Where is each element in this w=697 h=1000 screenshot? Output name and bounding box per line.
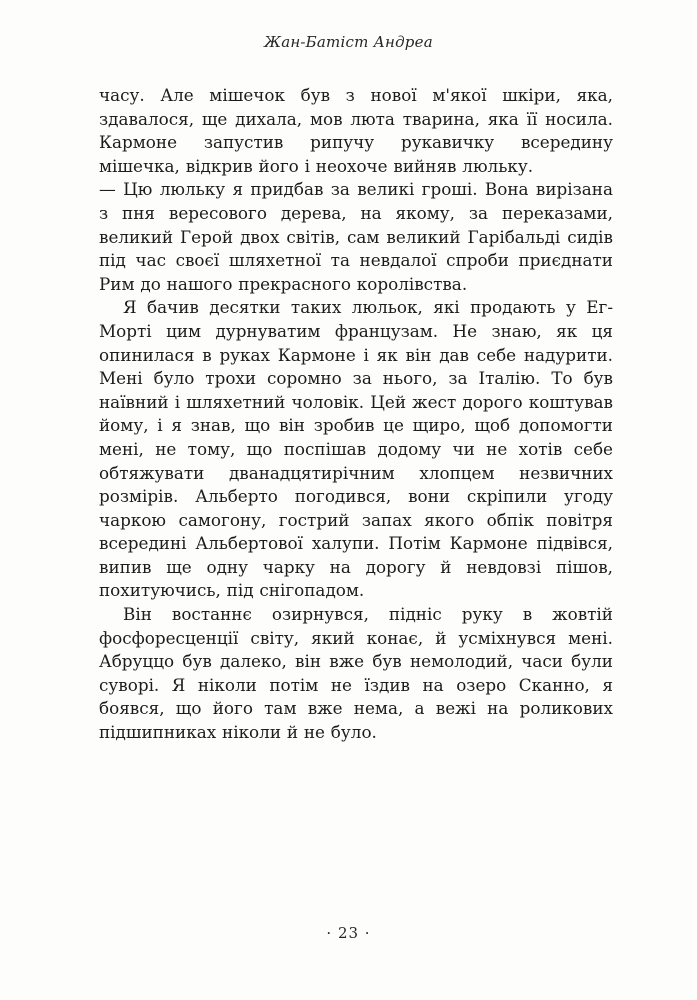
paragraph: Я бачив десятки таких люльок, які продають у Ег-Морті цим дурнуватим французам. Не знаю, як ця опинилася в руках Кармоне і як він дав себе надурити. Мені було трохи соромно за нього, за Італію. То був наївний і шляхетний чоловік. Цей жест дорого коштував йому, і я знав, що він зробив це щиро, щоб допомогти мені, не тому, що поспішав додому чи не хотів себе обтяжувати дванадцятирічним хлопцем незвичних розмірів. Альберто погодився, вони скріпили угоду чаркою самогону, гострий запах якого обпік повітря всередині Альбертової халупи. Потім Кармоне підвівся, випив ще одну чарку на дорогу й невдовзі пішов, похитуючись, під снігопадом.	[99, 297, 613, 601]
paragraph: Він востаннє озирнувся, підніс руку в жовтій фосфоресценції світу, який конає, й усміхнувся мені. Абруццо був далеко, він вже був немолодий, часи були суворі. Я ніколи потім не їздив на озеро Сканно, я боявся, що його там вже нема, а вежі на роликових підшипниках ніколи й не було.	[99, 604, 613, 743]
running-header-author: Жан-Батіст Андреа	[264, 33, 433, 51]
paragraph-dialogue: — Цю люльку я придбав за великі гроші. Вона вирізана з пня вересового дерева, на якому, за переказами, великий Герой двох світів, сам великий Гарібальді сидів під час своєї шляхетної та невдалої спроби приєднати Рим до нашого прекрасного королівства.	[99, 179, 613, 294]
paragraph: часу. Але мішечок був з нової м'якої шкіри, яка, здавалося, ще дихала, мов люта тварина, яка її носила. Кармоне запустив рипучу рукавичку всередину мішечка, відкрив його і неохоче вийняв люльку.	[99, 85, 613, 176]
page-text-block	[99, 84, 613, 745]
page-number: · 23 ·	[326, 924, 371, 942]
